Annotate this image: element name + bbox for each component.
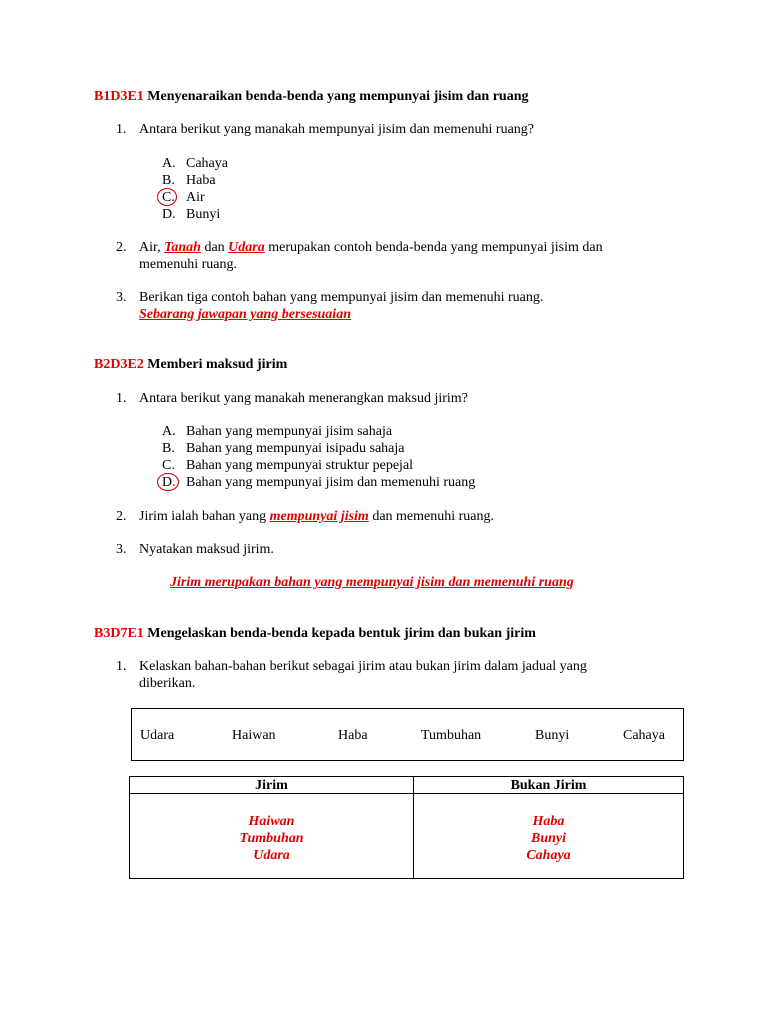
word-bank-item: Udara — [140, 728, 175, 743]
s2-q3-number: 3. — [116, 542, 127, 557]
s1-q2-pre: Air, — [139, 240, 161, 255]
s3-q1-line1: Kelaskan bahan-bahan berikut sebagai jirim atau bukan jirim dalam jadual yang — [139, 659, 587, 674]
s2-q2-post: dan memenuhi ruang. — [372, 509, 495, 524]
s1-q2-number: 2. — [116, 240, 127, 255]
section-3-heading — [94, 625, 536, 642]
word-bank-item: Tumbuhan — [421, 728, 482, 743]
table-cell: Haiwan — [248, 814, 295, 829]
s2-q2-answer: mempunyai jisim — [269, 509, 369, 524]
s1-q1-option-d-letter: D. — [162, 207, 176, 222]
table-header-bukan-jirim: Bukan Jirim — [510, 778, 587, 793]
section-1-heading — [94, 88, 528, 105]
word-bank-box — [131, 708, 684, 761]
s2-q1-option-a-letter: A. — [162, 424, 176, 439]
s1-q2-answer-1: Tanah — [164, 240, 201, 255]
section-3-title: Mengelaskan benda-benda kepada bentuk jirim dan bukan jirim — [147, 626, 536, 641]
s1-q3-answer: Sebarang jawapan yang bersesuaian — [139, 307, 351, 322]
answer-circle-mark — [157, 188, 177, 206]
word-bank-item: Haiwan — [232, 728, 276, 743]
s2-q2-pre: Jirim ialah bahan yang — [139, 509, 267, 524]
word-bank-item: Haba — [338, 728, 368, 743]
s2-q2-line — [139, 508, 494, 525]
table-cell: Tumbuhan — [239, 831, 304, 846]
table-cell: Haba — [532, 814, 565, 829]
table-cell: Udara — [253, 848, 290, 863]
s2-q1-number: 1. — [116, 391, 127, 406]
table-cell: Cahaya — [526, 848, 571, 863]
s2-q2-number: 2. — [116, 509, 127, 524]
s1-q1-text: Antara berikut yang manakah mempunyai jisim dan memenuhi ruang? — [139, 122, 534, 137]
word-bank-item: Cahaya — [623, 728, 665, 743]
s1-q1-option-a-text: Cahaya — [186, 156, 228, 171]
s2-q3-text: Nyatakan maksud jirim. — [139, 542, 274, 557]
s2-q1-option-d-text: Bahan yang mempunyai jisim dan memenuhi ruang — [186, 475, 476, 490]
s1-q1-number: 1. — [116, 122, 127, 137]
s2-q1-text: Antara berikut yang manakah menerangkan maksud jirim? — [139, 391, 468, 406]
s2-q1-option-d-letter: D. — [162, 475, 176, 490]
s1-q1-option-d-text: Bunyi — [186, 207, 221, 222]
classification-table — [129, 776, 684, 879]
section-3-code: B3D7E1 — [94, 626, 144, 641]
table-cell: Bunyi — [530, 831, 566, 846]
word-bank-item: Bunyi — [535, 728, 570, 743]
s1-q3-number: 3. — [116, 290, 127, 305]
s1-q2-mid: dan — [204, 240, 225, 255]
section-1-title: Menyenaraikan benda-benda yang mempunyai jisim dan ruang — [147, 89, 529, 104]
section-2-heading — [94, 356, 287, 373]
s2-q1-option-a-text: Bahan yang mempunyai jisim sahaja — [186, 424, 393, 439]
s1-q2-line2: memenuhi ruang. — [139, 257, 237, 272]
section-2-code: B2D3E2 — [94, 357, 144, 372]
s1-q2-post: merupakan contoh benda-benda yang mempunyai jisim dan — [268, 240, 603, 255]
s1-q1-option-c-letter: C. — [162, 190, 175, 205]
s2-q1-option-b-letter: B. — [162, 441, 175, 456]
s1-q2-line1 — [139, 239, 603, 256]
s1-q1-option-b-text: Haba — [186, 173, 216, 188]
s1-q3-text: Berikan tiga contoh bahan yang mempunyai jisim dan memenuhi ruang. — [139, 290, 544, 305]
s1-q1-option-a-letter: A. — [162, 156, 176, 171]
table-column-jirim — [130, 813, 413, 864]
s3-q1-line2: diberikan. — [139, 676, 196, 691]
s3-q1-number: 1. — [116, 659, 127, 674]
section-1-code: B1D3E1 — [94, 89, 144, 104]
table-header-jirim: Jirim — [255, 778, 288, 793]
section-2-title: Memberi maksud jirim — [147, 357, 288, 372]
s2-q3-answer: Jirim merupakan bahan yang mempunyai jisim dan memenuhi ruang — [170, 575, 574, 590]
answer-circle-mark — [157, 473, 179, 491]
s1-q1-option-c-text: Air — [186, 190, 205, 205]
s2-q1-option-b-text: Bahan yang mempunyai isipadu sahaja — [186, 441, 405, 456]
s2-q1-option-c-letter: C. — [162, 458, 175, 473]
s2-q1-option-c-text: Bahan yang mempunyai struktur pepejal — [186, 458, 414, 473]
table-column-bukan-jirim — [414, 813, 683, 864]
s1-q1-option-b-letter: B. — [162, 173, 175, 188]
s1-q2-answer-2: Udara — [228, 240, 265, 255]
